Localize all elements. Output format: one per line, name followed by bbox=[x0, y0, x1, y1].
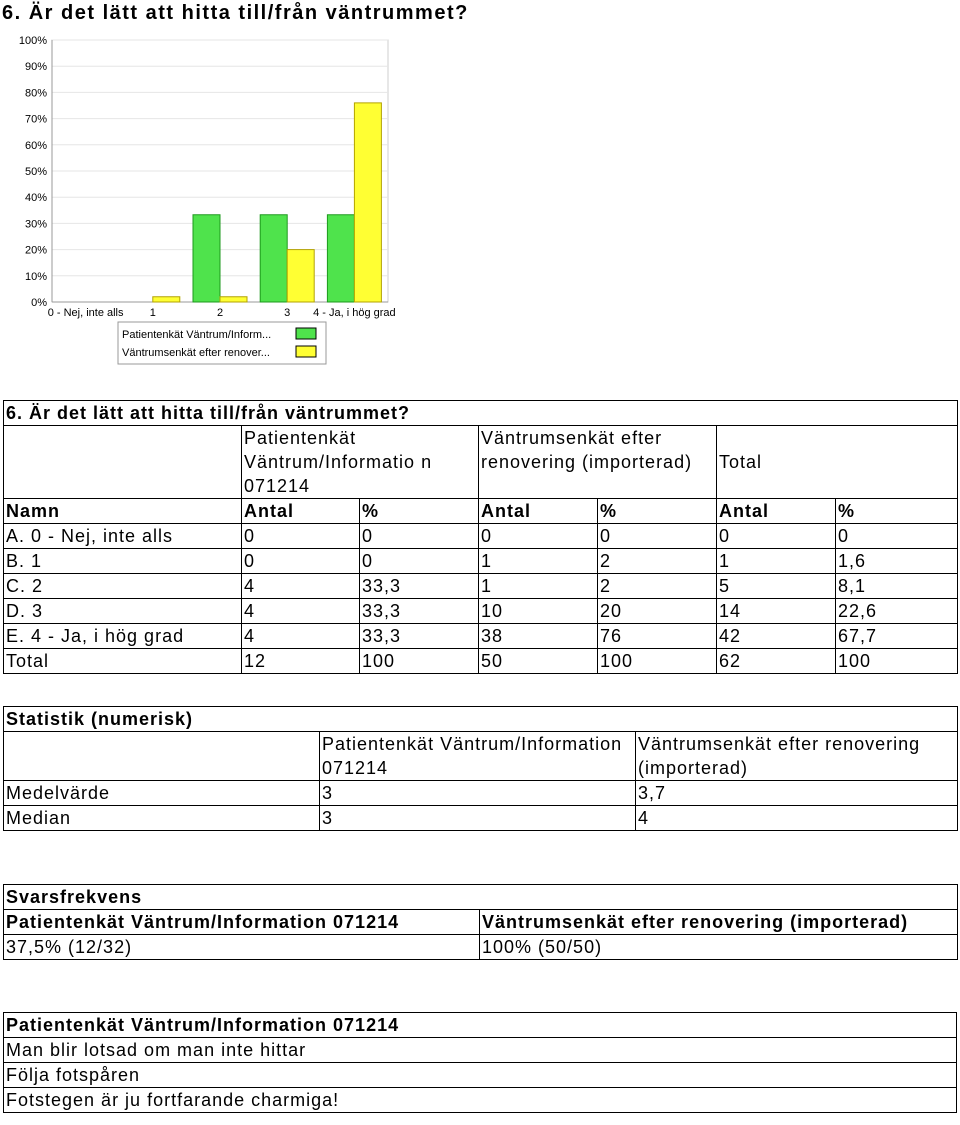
table-cell: 2 bbox=[598, 549, 717, 574]
col-header-pct: % bbox=[360, 499, 479, 524]
bar bbox=[287, 250, 314, 302]
frequency-row bbox=[4, 649, 958, 674]
frequency-table-title: 6. Är det lätt att hitta till/från väntrummet? bbox=[4, 401, 958, 426]
y-tick-label: 60% bbox=[24, 139, 47, 152]
frequency-row bbox=[4, 574, 958, 599]
table-cell: 0 bbox=[242, 549, 360, 574]
table-cell: 2 bbox=[598, 574, 717, 599]
group-header-total: Total bbox=[717, 426, 958, 499]
statistics-table bbox=[3, 706, 958, 831]
table-cell: 100 bbox=[598, 649, 717, 674]
row-label: E. 4 - Ja, i hög grad bbox=[4, 624, 242, 649]
table-cell: 1 bbox=[479, 574, 598, 599]
table-cell: 20 bbox=[598, 599, 717, 624]
table-cell: 3 bbox=[320, 781, 636, 806]
bar bbox=[260, 215, 287, 302]
group-header-vantrumsenkat: Väntrumsenkät efter renovering (importerad) bbox=[479, 426, 717, 499]
table-cell: 4 bbox=[242, 624, 360, 649]
response-rate-title: Svarsfrekvens bbox=[4, 885, 958, 910]
header-empty bbox=[4, 426, 242, 499]
table-cell: 3 bbox=[320, 806, 636, 831]
table-cell: 0 bbox=[360, 524, 479, 549]
frequency-row bbox=[4, 624, 958, 649]
row-label: C. 2 bbox=[4, 574, 242, 599]
y-tick-label: 100% bbox=[18, 35, 47, 47]
table-cell: 4 bbox=[242, 599, 360, 624]
comment-text: Man blir lotsad om man inte hittar bbox=[4, 1038, 957, 1063]
stat-col-vantrumsenkat: Väntrumsenkät efter renovering (importerad) bbox=[636, 732, 958, 781]
y-tick-label: 0% bbox=[31, 297, 47, 309]
table-cell: 0 bbox=[479, 524, 598, 549]
response-col-vantrumsenkat: Väntrumsenkät efter renovering (importerad) bbox=[480, 910, 958, 935]
legend-label: Väntrumsenkät efter renover... bbox=[122, 347, 270, 359]
bar bbox=[327, 215, 354, 302]
statistics-title: Statistik (numerisk) bbox=[4, 707, 958, 732]
bar bbox=[153, 297, 180, 302]
response-rate-table bbox=[3, 884, 958, 960]
table-cell: 33,3 bbox=[360, 624, 479, 649]
row-label: Total bbox=[4, 649, 242, 674]
y-tick-label: 10% bbox=[24, 270, 47, 283]
comment-row bbox=[4, 1088, 957, 1113]
x-tick-label: 0 - Nej, inte alls bbox=[47, 307, 124, 319]
table-cell: 8,1 bbox=[836, 574, 958, 599]
frequency-table bbox=[3, 400, 958, 674]
bar bbox=[220, 297, 247, 302]
comments-table bbox=[3, 1012, 957, 1113]
bar bbox=[354, 103, 381, 302]
col-header-pct: % bbox=[836, 499, 958, 524]
table-cell: 50 bbox=[479, 649, 598, 674]
table-cell: 1,6 bbox=[836, 549, 958, 574]
response-value-vantrumsenkat: 100% (50/50) bbox=[480, 935, 958, 960]
table-cell: 0 bbox=[598, 524, 717, 549]
legend-label: Patientenkät Väntrum/Inform... bbox=[122, 329, 272, 341]
response-col-patientenkat: Patientenkät Väntrum/Information 071214 bbox=[4, 910, 480, 935]
table-cell: 33,3 bbox=[360, 574, 479, 599]
table-cell: 0 bbox=[717, 524, 836, 549]
comment-text: Fotstegen är ju fortfarande charmiga! bbox=[4, 1088, 957, 1113]
legend-swatch bbox=[296, 328, 316, 339]
statistics-row bbox=[4, 781, 958, 806]
header-empty bbox=[4, 732, 320, 781]
response-value-patientenkat: 37,5% (12/32) bbox=[4, 935, 480, 960]
legend-swatch bbox=[296, 346, 316, 357]
table-cell: 14 bbox=[717, 599, 836, 624]
table-cell: 0 bbox=[360, 549, 479, 574]
frequency-row bbox=[4, 549, 958, 574]
x-tick-label: 2 bbox=[216, 307, 224, 319]
col-header-namn: Namn bbox=[4, 499, 242, 524]
y-tick-label: 80% bbox=[24, 87, 47, 100]
table-cell: 4 bbox=[636, 806, 958, 831]
col-header-antal: Antal bbox=[479, 499, 598, 524]
row-label: A. 0 - Nej, inte alls bbox=[4, 524, 242, 549]
table-cell: 1 bbox=[479, 549, 598, 574]
stat-col-patientenkat: Patientenkät Väntrum/Information 071214 bbox=[320, 732, 636, 781]
y-tick-label: 50% bbox=[24, 166, 47, 178]
table-cell: 3,7 bbox=[636, 781, 958, 806]
comments-title: Patientenkät Väntrum/Information 071214 bbox=[4, 1013, 957, 1038]
table-cell: 0 bbox=[242, 524, 360, 549]
table-cell: 100 bbox=[360, 649, 479, 674]
col-header-antal: Antal bbox=[717, 499, 836, 524]
col-header-antal: Antal bbox=[242, 499, 360, 524]
table-cell: 10 bbox=[479, 599, 598, 624]
table-cell: 22,6 bbox=[836, 599, 958, 624]
y-tick-label: 20% bbox=[24, 244, 47, 257]
table-cell: 76 bbox=[598, 624, 717, 649]
comment-row bbox=[4, 1063, 957, 1088]
y-tick-label: 70% bbox=[24, 113, 47, 126]
comment-text: Följa fotspåren bbox=[4, 1063, 957, 1088]
table-cell: 4 bbox=[242, 574, 360, 599]
frequency-row bbox=[4, 524, 958, 549]
row-label: D. 3 bbox=[4, 599, 242, 624]
col-header-pct: % bbox=[598, 499, 717, 524]
table-cell: 62 bbox=[717, 649, 836, 674]
table-cell: 5 bbox=[717, 574, 836, 599]
row-label: Median bbox=[4, 806, 320, 831]
frequency-row bbox=[4, 599, 958, 624]
y-tick-label: 90% bbox=[24, 61, 47, 74]
bar bbox=[193, 215, 220, 302]
x-tick-label: 1 bbox=[149, 307, 156, 319]
table-cell: 0 bbox=[836, 524, 958, 549]
statistics-row bbox=[4, 806, 958, 831]
group-header-patientenkat: Patientenkät Väntrum/Informatio n 071214 bbox=[242, 426, 479, 499]
comment-row bbox=[4, 1038, 957, 1063]
table-cell: 38 bbox=[479, 624, 598, 649]
table-cell: 67,7 bbox=[836, 624, 958, 649]
table-cell: 42 bbox=[717, 624, 836, 649]
y-tick-label: 30% bbox=[24, 218, 47, 231]
row-label: B. 1 bbox=[4, 549, 242, 574]
bar-chart bbox=[0, 30, 420, 370]
y-tick-label: 40% bbox=[24, 192, 47, 205]
row-label: Medelvärde bbox=[4, 781, 320, 806]
table-cell: 1 bbox=[717, 549, 836, 574]
x-tick-label: 3 bbox=[284, 307, 291, 319]
table-cell: 33,3 bbox=[360, 599, 479, 624]
page-heading: 6. Är det lätt att hitta till/från väntrummet? bbox=[2, 2, 469, 24]
table-cell: 100 bbox=[836, 649, 958, 674]
x-tick-label: 4 - Ja, i hög grad bbox=[313, 307, 396, 319]
table-cell: 12 bbox=[242, 649, 360, 674]
